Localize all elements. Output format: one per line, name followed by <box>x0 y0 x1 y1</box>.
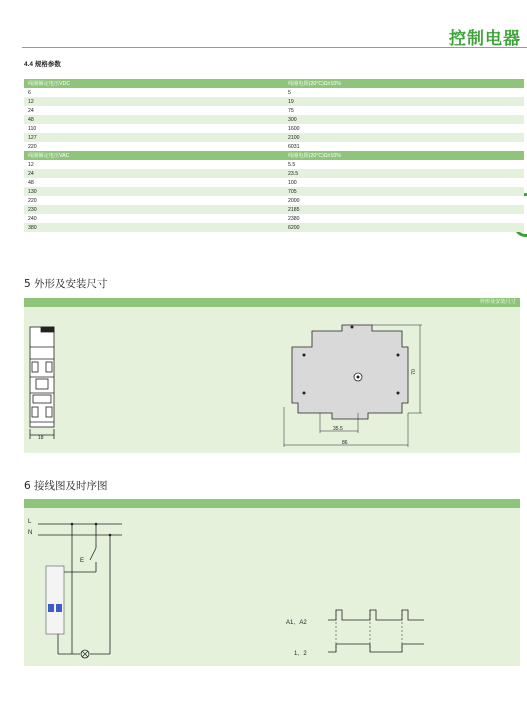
table-cell: 12 <box>24 160 284 169</box>
table-cell: 6200 <box>284 223 524 232</box>
table-cell: 130 <box>24 187 284 196</box>
brand-title: 控制电器 <box>449 29 521 49</box>
module-side-drawing <box>24 307 84 453</box>
table-row <box>24 124 524 133</box>
dimension-panel <box>24 307 520 453</box>
table-cell: 300 <box>284 115 524 124</box>
width-large-label: 86 <box>342 440 348 446</box>
switch-E-label: E <box>80 558 85 564</box>
table-row <box>24 196 524 205</box>
table-row <box>24 97 524 106</box>
section-4-4-title: 4.4 规格参数 <box>24 61 61 68</box>
table-cell: 线圈额定电压VAC <box>24 151 284 160</box>
table-cell: 220 <box>24 142 284 151</box>
table-cell: 24 <box>24 169 284 178</box>
table-cell: 75 <box>284 106 524 115</box>
wire-L-label: L <box>28 519 32 525</box>
table-cell: 1600 <box>284 124 524 133</box>
header-rule <box>22 47 527 48</box>
table-cell: 220 <box>24 196 284 205</box>
rail-label: 35.5 <box>333 426 343 432</box>
table-cell: 6 <box>24 88 284 97</box>
table-cell: 48 <box>24 178 284 187</box>
height-label: 70 <box>410 369 417 375</box>
table-cell: 2185 <box>284 205 524 214</box>
table-row <box>24 88 524 97</box>
wire-N-label: N <box>28 530 33 536</box>
table-cell: 110 <box>24 124 284 133</box>
table-cell: 5 <box>284 88 524 97</box>
table-row <box>24 205 524 214</box>
table-cell: 5.5 <box>284 160 524 169</box>
table-row <box>24 133 524 142</box>
wiring-diagram <box>24 508 164 666</box>
table-cell: 380 <box>24 223 284 232</box>
table-cell: 线圈电阻(20°C)Ω±10% <box>284 151 524 160</box>
table-cell: 24 <box>24 106 284 115</box>
table-cell: 127 <box>24 133 284 142</box>
module-front-drawing <box>282 307 462 453</box>
table-row <box>24 187 524 196</box>
table-row <box>24 160 524 169</box>
table-cell: 2000 <box>284 196 524 205</box>
table-cell: 19 <box>284 97 524 106</box>
table-cell: 240 <box>24 214 284 223</box>
section-5-bar: 外形及安装尺寸 <box>24 298 520 307</box>
table-cell: 48 <box>24 115 284 124</box>
table-cell: 2100 <box>284 133 524 142</box>
timing-diagram <box>304 508 444 666</box>
section-6-title: 6 接线图及时序图 <box>24 480 108 492</box>
spec-header-row <box>24 151 524 160</box>
table-cell: 12 <box>24 97 284 106</box>
table-cell: 2380 <box>284 214 524 223</box>
table-row <box>24 223 524 232</box>
table-cell: 线圈电阻(20°C)Ω±10% <box>284 79 524 88</box>
wiring-panel <box>24 508 520 666</box>
spec-table <box>24 79 524 232</box>
table-cell: 6031 <box>284 142 524 151</box>
timing-12-label: 1、2 <box>294 651 307 657</box>
section-6-bar <box>24 499 520 508</box>
table-cell: 705 <box>284 187 524 196</box>
table-row <box>24 115 524 124</box>
table-row <box>24 178 524 187</box>
table-cell: 23.5 <box>284 169 524 178</box>
table-cell: 230 <box>24 205 284 214</box>
table-row <box>24 142 524 151</box>
width-small-label: 18 <box>38 435 44 441</box>
timing-A1A2-label: A1、A2 <box>286 620 307 626</box>
table-cell: 线圈额定电压VDC <box>24 79 284 88</box>
table-cell: 100 <box>284 178 524 187</box>
table-row <box>24 106 524 115</box>
table-row <box>24 214 524 223</box>
spec-header-row <box>24 79 524 88</box>
table-row <box>24 169 524 178</box>
section-5-title: 5 外形及安装尺寸 <box>24 278 108 290</box>
